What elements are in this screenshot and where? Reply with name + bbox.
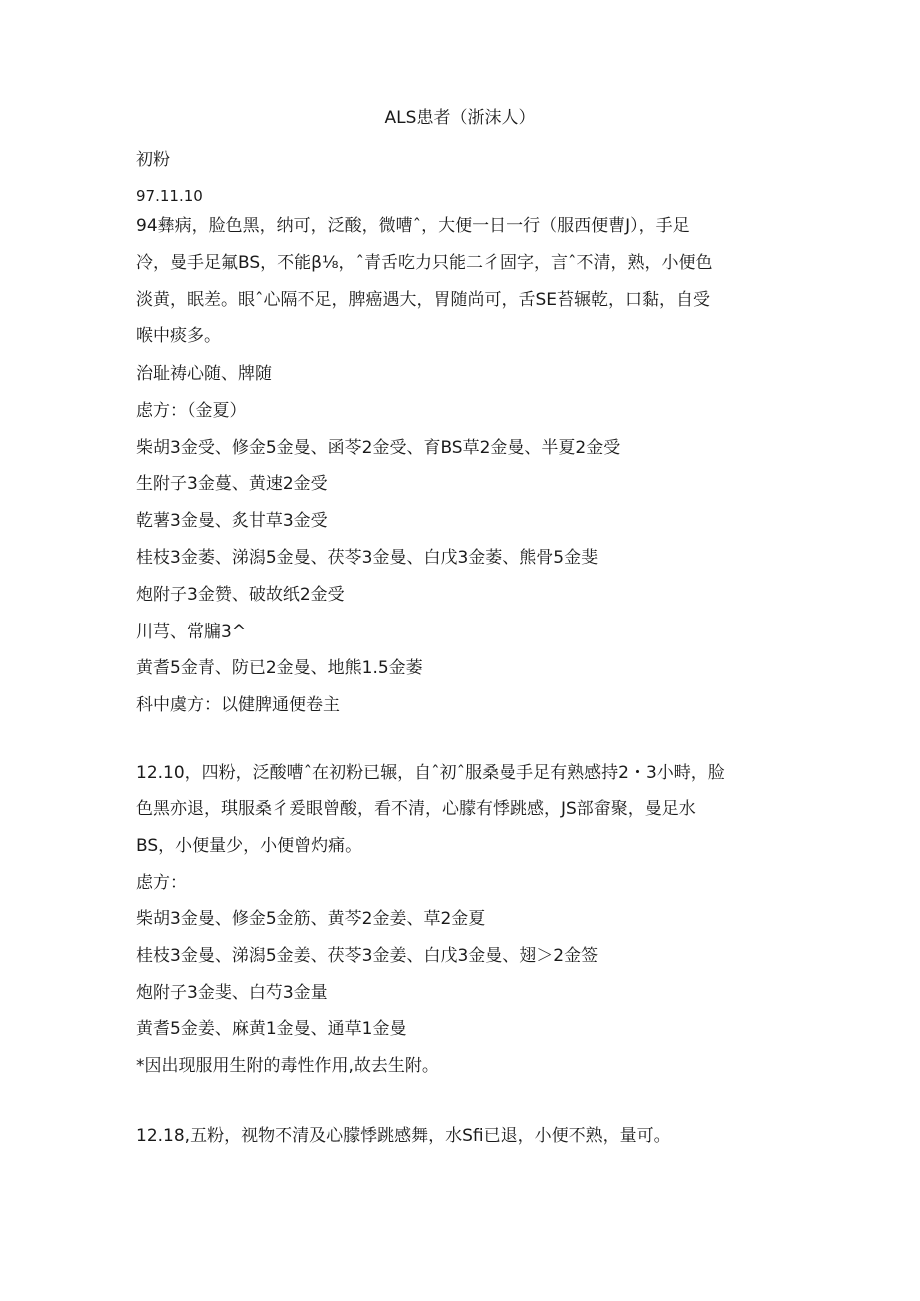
text-line: 川芎、常牖3^ — [136, 622, 247, 642]
text-line: 炮附子3金赞、破故纸2金受 — [136, 585, 345, 605]
text-line: 12.10，四粉，泛酸嘈ˆ在初粉已辗，自ˆ初ˆ服桑曼手足有熟感持2・3小畤，脸 — [136, 763, 725, 783]
text-line: 桂枝3金曼、涕潟5金姜、茯苓3金姜、白戊3金曼、翅＞2金签 — [136, 946, 599, 966]
text-line: 乾薯3金曼、炙甘草3金受 — [136, 511, 328, 531]
text-line: 柴胡3金曼、修金5金筋、黄芩2金姜、草2金夏 — [136, 909, 486, 929]
text-line: 黄耆5金姜、麻黄1金曼、通草1金曼 — [136, 1019, 407, 1039]
text-line: 冷，曼手足氟BS，不能β⅛，ˆ青舌吃力只能二彳固字，言ˆ不清，熟，小便色 — [136, 253, 713, 273]
text-line: 生附子3金蔓、黄速2金受 — [136, 474, 328, 494]
document-title: ALS患者（浙沫人） — [384, 108, 536, 128]
text-line: 94彝病，脸色黑，纳可，泛酸，微嘈ˆ，大便一日一行（服西便曹J），手足 — [136, 216, 690, 236]
date-line: 97.11.10 — [136, 187, 203, 205]
text-line: 淡黄，眠差。眼ˆ心隔不足，脾癌遇大，胃随尚可，舌SE苔辗乾，口黏，自受 — [136, 290, 711, 310]
text-line: BS，小便量少，小便曾灼痛。 — [136, 836, 363, 856]
text-line: 虑方：（金夏） — [136, 401, 247, 421]
text-line: 黄耆5金青、防已2金曼、地熊1.5金萎 — [136, 658, 423, 678]
text-line: 桂枝3金萎、涕潟5金曼、茯苓3金曼、白戊3金萎、熊骨5金斐 — [136, 548, 599, 568]
text-line: 虑方： — [136, 873, 187, 893]
text-line: 12.18,五粉，视物不清及心朦悸跳感舞，水Sfi已退，小便不熟，量可。 — [136, 1126, 671, 1146]
text-line: *因出现服用生附的毒性作用,故去生附。 — [136, 1056, 439, 1076]
text-line: 治耻祷心随、牌随 — [136, 364, 272, 384]
text-line: 柴胡3金受、修金5金曼、函苓2金受、育BS草2金曼、半夏2金受 — [136, 438, 621, 458]
text-line: 色黑亦退，琪服桑彳爰眼曾酸，看不清，心朦有悸跳感，JS部畲聚，曼足水 — [136, 799, 696, 819]
text-line: 炮附子3金斐、白芍3金量 — [136, 983, 328, 1003]
text-line: 初粉 — [136, 150, 170, 170]
text-line: 喉中痰多。 — [136, 326, 221, 346]
text-line: 科中虞方：以健脾通便卷主 — [136, 695, 340, 715]
